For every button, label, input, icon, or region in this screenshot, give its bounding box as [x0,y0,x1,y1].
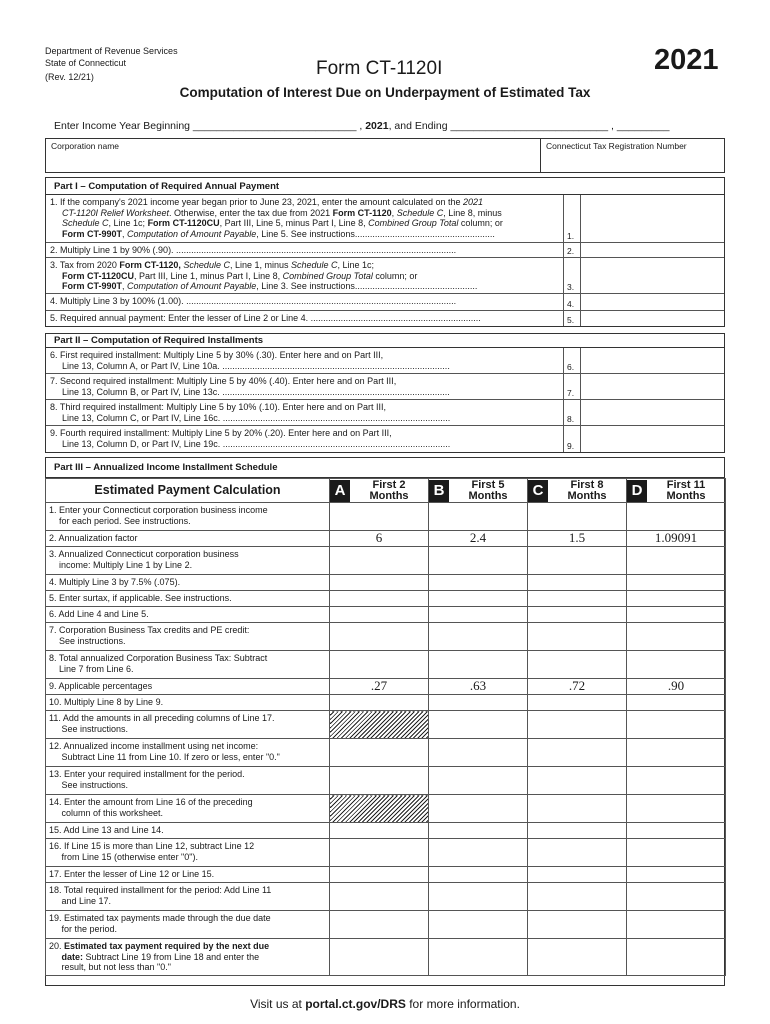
part-2-line-7 [46,374,724,400]
row-19-col-b[interactable] [429,911,528,939]
schedule-row-1 [46,503,726,531]
schedule-row-19 [46,911,726,939]
row-label: 16. If Line 15 is more than Line 12, subtract Line 12 from Line 15 (otherwise enter "0"). [46,839,330,867]
row-label: 7. Corporation Business Tax credits and PE credit: See instructions. [46,623,330,651]
row-20-col-c[interactable] [528,939,627,976]
row-7-col-a[interactable] [330,623,429,651]
line-number: 9. [563,426,580,452]
schedule-row-14 [46,795,726,823]
line-number: 7. [563,374,580,399]
schedule-row-3 [46,547,726,575]
row-label: 8. Total annualized Corporation Business Tax: Subtract Line 7 from Line 6. [46,651,330,679]
part-1-line-2 [46,243,724,258]
row-2-col-a[interactable]: 6 [330,531,429,547]
row-15-col-d[interactable] [627,823,726,839]
line-text: 2. Multiply Line 1 by 90% (.90). ................................................................................................................ [50,245,457,255]
row-6-col-c[interactable] [528,607,627,623]
row-label: 20. Estimated tax payment required by the next due date: Subtract Line 19 from Line 18 and enter the result, but not less than "0." [46,939,330,976]
schedule-row-4 [46,575,726,591]
row-19-col-d[interactable] [627,911,726,939]
income-year-prefix: Enter Income Year Beginning ____________________________ , [54,120,363,132]
row-18-col-d[interactable] [627,883,726,911]
row-8-col-c[interactable] [528,651,627,679]
row-15-col-c[interactable] [528,823,627,839]
row-16-col-c[interactable] [528,839,627,867]
schedule-row-12 [46,739,726,767]
row-8-col-a[interactable] [330,651,429,679]
registration-number-field[interactable]: Connecticut Tax Registration Number [546,141,687,151]
schedule-row-9 [46,679,726,695]
row-3-col-b[interactable] [429,547,528,575]
form-year: 2021 [654,44,719,76]
schedule-row-10 [46,695,726,711]
row-1-col-c[interactable] [528,503,627,531]
amount-field[interactable] [580,243,724,257]
schedule-row-20 [46,939,726,976]
line-number: 5. [563,311,580,326]
line-text: 8. Third required installment: Multiply Line 5 by 10% (.10). Enter here and on Part III, Line 13, Column C, or Part IV, Line 16c. ........................................................................................... [50,402,451,423]
part-3-section [45,457,725,986]
row-18-col-c[interactable] [528,883,627,911]
row-14-col-a [330,795,429,823]
row-4-col-a[interactable] [330,575,429,591]
schedule-row-8 [46,651,726,679]
row-20-col-b[interactable] [429,939,528,976]
income-year-bold: 2021 [365,120,389,132]
row-3-col-c[interactable] [528,547,627,575]
footer-suffix: for more information. [405,997,520,1011]
schedule-row-6 [46,607,726,623]
row-10-col-b[interactable] [429,695,528,711]
row-14-col-b[interactable] [429,795,528,823]
amount-field[interactable] [580,348,724,373]
line-number: 1. [563,195,580,242]
part-2-line-6 [46,348,724,374]
form-subtitle: Computation of Interest Due on Underpayment of Estimated Tax [179,85,591,100]
row-label: 2. Annualization factor [46,531,330,547]
row-17-col-a[interactable] [330,867,429,883]
row-2-col-d[interactable]: 1.09091 [627,531,726,547]
schedule-row-15 [46,823,726,839]
row-9-col-a[interactable]: .27 [330,679,429,695]
footer-link[interactable]: portal.ct.gov/DRS [305,997,406,1011]
row-label: 14. Enter the amount from Line 16 of the preceding column of this worksheet. [46,795,330,823]
row-1-col-a[interactable] [330,503,429,531]
line-text: 4. Multiply Line 3 by 100% (1.00). ............................................................................................................ [50,296,457,306]
row-16-col-a[interactable] [330,839,429,867]
line-number: 4. [563,294,580,310]
schedule-row-17 [46,867,726,883]
part-1-section [45,177,725,327]
income-year-suffix: , and Ending ___________________________ , _________ [388,120,670,132]
amount-field[interactable] [580,426,724,452]
row-label: 9. Applicable percentages [46,679,330,695]
column-header-d: D First 11 Months [627,479,726,503]
line-text: 7. Second required installment: Multiply Line 5 by 40% (.40). Enter here and on Part III, Line 13, Column B, or Part IV, Line 13c. ........................................................................................... [50,376,450,397]
row-9-col-b[interactable]: .63 [429,679,528,695]
row-9-col-d[interactable]: .90 [627,679,726,695]
row-15-col-a[interactable] [330,823,429,839]
row-5-col-c[interactable] [528,591,627,607]
row-11-col-d[interactable] [627,711,726,739]
row-8-col-d[interactable] [627,651,726,679]
footer [0,997,770,1011]
row-10-col-d[interactable] [627,695,726,711]
row-label: 17. Enter the lesser of Line 12 or Line 15. [46,867,330,883]
row-16-col-d[interactable] [627,839,726,867]
schedule-row-7 [46,623,726,651]
row-17-col-b[interactable] [429,867,528,883]
column-header-c: C First 8 Months [528,479,627,503]
part-2-title: Part II – Computation of Required Installments [46,334,724,348]
schedule-row-2 [46,531,726,547]
row-label: 15. Add Line 13 and Line 14. [46,823,330,839]
row-label: 5. Enter surtax, if applicable. See instructions. [46,591,330,607]
schedule-row-5 [46,591,726,607]
line-text: 5. Required annual payment: Enter the lesser of Line 2 or Line 4. .................................................................... [50,313,481,323]
part-1-line-4 [46,294,724,311]
row-12-col-b[interactable] [429,739,528,767]
amount-field[interactable] [580,311,724,326]
revision-date: (Rev. 12/21) [45,72,94,82]
row-9-col-c[interactable]: .72 [528,679,627,695]
row-label: 13. Enter your required installment for the period. See instructions. [46,767,330,795]
column-header-row [46,479,726,503]
row-12-col-d[interactable] [627,739,726,767]
column-header-b: B First 5 Months [429,479,528,503]
row-19-col-c[interactable] [528,911,627,939]
row-20-col-a[interactable] [330,939,429,976]
row-12-col-c[interactable] [528,739,627,767]
row-label: 11. Add the amounts in all preceding columns of Line 17. See instructions. [46,711,330,739]
amount-field[interactable] [580,258,724,293]
row-label: 4. Multiply Line 3 by 7.5% (.075). [46,575,330,591]
row-label: 1. Enter your Connecticut corporation business income for each period. See instructions. [46,503,330,531]
row-7-col-b[interactable] [429,623,528,651]
part-2-section [45,333,725,453]
part-1-line-5 [46,311,724,326]
row-10-col-c[interactable] [528,695,627,711]
schedule-row-16 [46,839,726,867]
part-1-line-3 [46,258,724,294]
corporation-name-field[interactable]: Corporation name [51,141,120,151]
row-10-col-a[interactable] [330,695,429,711]
row-5-col-d[interactable] [627,591,726,607]
row-11-col-b[interactable] [429,711,528,739]
row-2-col-c[interactable]: 1.5 [528,531,627,547]
part-1-line-1 [46,195,724,243]
row-17-col-c[interactable] [528,867,627,883]
row-17-col-d[interactable] [627,867,726,883]
row-16-col-b[interactable] [429,839,528,867]
row-4-col-b[interactable] [429,575,528,591]
row-label: 12. Annualized income installment using net income: Subtract Line 11 from Line 10. If zero or less, enter "0." [46,739,330,767]
row-label: 18. Total required installment for the period: Add Line 11 and Line 17. [46,883,330,911]
row-3-col-d[interactable] [627,547,726,575]
line-number: 8. [563,400,580,425]
amount-field[interactable] [580,195,724,242]
row-label: 6. Add Line 4 and Line 5. [46,607,330,623]
income-year-line[interactable] [54,120,669,132]
annualized-schedule-table [45,478,726,976]
amount-field[interactable] [580,374,724,399]
row-1-col-b[interactable] [429,503,528,531]
row-label: 3. Annualized Connecticut corporation business income: Multiply Line 1 by Line 2. [46,547,330,575]
row-label: 10. Multiply Line 8 by Line 9. [46,695,330,711]
row-3-col-a[interactable] [330,547,429,575]
row-4-col-d[interactable] [627,575,726,591]
department-header [45,46,178,84]
row-19-col-a[interactable] [330,911,429,939]
row-13-col-b[interactable] [429,767,528,795]
row-5-col-a[interactable] [330,591,429,607]
row-12-col-a[interactable] [330,739,429,767]
amount-field[interactable] [580,294,724,310]
schedule-row-18 [46,883,726,911]
row-11-col-c[interactable] [528,711,627,739]
row-8-col-b[interactable] [429,651,528,679]
row-6-col-b[interactable] [429,607,528,623]
line-text: 3. Tax from 2020 Form CT-1120, Schedule C, Line 1, minus Schedule C, Line 1c; Form CT-1120CU, Part III, Line 1, minus Part I, Line 8, Combined Group Total column; or Form CT-990T, Computation of Amount Payable, Line 3. See instructions................................................. [50,260,478,291]
row-14-col-d[interactable] [627,795,726,823]
schedule-row-11 [46,711,726,739]
estimated-payment-title: Estimated Payment Calculation [94,483,281,498]
part-1-title: Part I – Computation of Required Annual Payment [46,178,724,195]
part-2-line-8 [46,400,724,426]
estimated-payment-title-cell [46,479,330,503]
row-label: 19. Estimated tax payments made through the due date for the period. [46,911,330,939]
line-number: 6. [563,348,580,373]
row-1-col-d[interactable] [627,503,726,531]
row-4-col-c[interactable] [528,575,627,591]
row-14-col-c[interactable] [528,795,627,823]
row-13-col-c[interactable] [528,767,627,795]
row-2-col-b[interactable]: 2.4 [429,531,528,547]
line-number: 3. [563,258,580,293]
row-20-col-d[interactable] [627,939,726,976]
row-7-col-c[interactable] [528,623,627,651]
row-11-col-a [330,711,429,739]
line-text: 9. Fourth required installment: Multiply Line 5 by 20% (.20). Enter here and on Part III, Line 13, Column D, or Part IV, Line 19c. ........................................................................................... [50,428,451,449]
row-13-col-d[interactable] [627,767,726,795]
form-title: Form CT-1120I [316,58,443,79]
row-18-col-a[interactable] [330,883,429,911]
row-6-col-a[interactable] [330,607,429,623]
part-2-line-9 [46,426,724,452]
part-3-title: Part III – Annualized Income Installment Schedule [46,458,724,478]
row-15-col-b[interactable] [429,823,528,839]
row-6-col-d[interactable] [627,607,726,623]
corporation-info-box [45,138,725,173]
row-18-col-b[interactable] [429,883,528,911]
row-13-col-a[interactable] [330,767,429,795]
state-name: State of Connecticut [45,57,127,68]
line-text: 1. If the company's 2021 income year began prior to June 23, 2021, enter the amount calculated on the 2021 CT-1120I Relief Worksheet. Otherwise, enter the tax due from 2021 Form CT-1120, Schedule C, Line 8, minus Schedule C, Line 1c; Form CT-1120CU, Part III, Line 5, minus Part I, Line 8, Combined Group Total column; or Form CT-990T, Computation of Amount Payable, Line 5. See instructions........................................................ [50,197,503,239]
column-header-a: A First 2 Months [330,479,429,503]
amount-field[interactable] [580,400,724,425]
line-number: 2. [563,243,580,257]
footer-prefix: Visit us at [250,997,306,1011]
schedule-row-13 [46,767,726,795]
line-text: 6. First required installment: Multiply Line 5 by 30% (.30). Enter here and on Part III, Line 13, Column A, or Part IV, Line 10a. ........................................................................................... [50,350,450,371]
row-5-col-b[interactable] [429,591,528,607]
row-7-col-d[interactable] [627,623,726,651]
dept-name: Department of Revenue Services [45,46,178,56]
